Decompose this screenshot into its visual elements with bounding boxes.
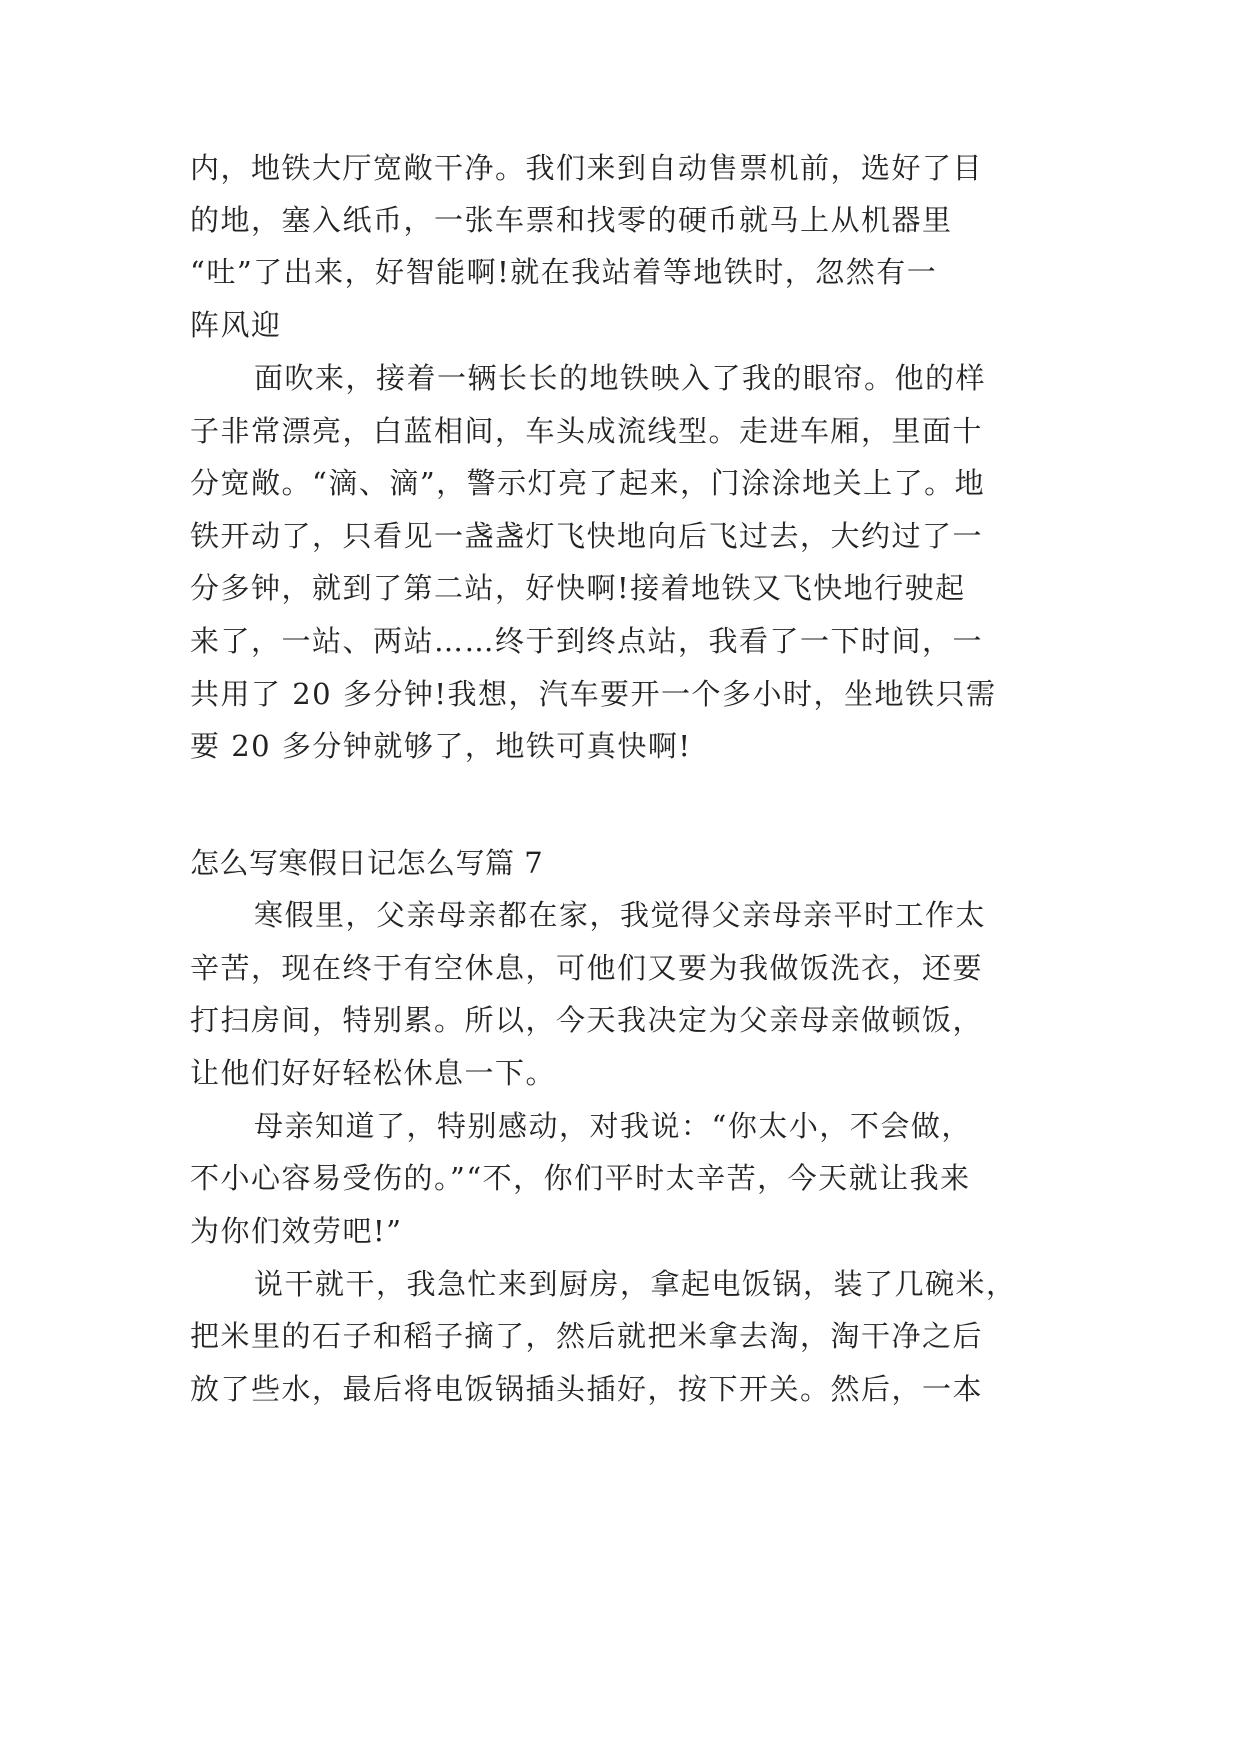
paragraph-line: 分多钟，就到了第二站，好快啊!接着地铁又飞快地行驶起 [190,571,966,605]
paragraph-line: 说干就干，我急忙来到厨房，拿起电饭锅，装了几碗米， [254,1267,1017,1301]
paragraph-line: 的地，塞入纸币，一张车票和找零的硬币就马上从机器里 [190,203,953,237]
paragraph-line: 面吹来，接着一辆长长的地铁映入了我的眼帘。他的样 [254,361,987,395]
paragraph-line: 内，地铁大厅宽敞干净。我们来到自动售票机前，选好了目 [190,151,984,185]
paragraph-line: 母亲知道了，特别感动，对我说：“你太小，不会做， [254,1109,972,1143]
paragraph-line: 把米里的石子和稻子摘了，然后就把米拿去淘，淘干净之后 [190,1319,984,1353]
paragraph-line: 放了些水，最后将电饭锅插头插好，按下开关。然后，一本 [190,1372,984,1406]
paragraph-line: 打扫房间，特别累。所以，今天我决定为父亲母亲做顿饭， [190,1003,984,1037]
paragraph-line: 辛苦，现在终于有空休息，可他们又要为我做饭洗衣，还要 [190,951,984,985]
paragraph-line: 分宽敞。“滴、滴”，警示灯亮了起来，门涂涂地关上了。地 [190,466,986,500]
paragraph-line: 要 20 多分钟就够了，地铁可真快啊! [190,729,692,763]
paragraph-line: “吐”了出来，好智能啊!就在我站着等地铁时，忽然有一 [190,255,938,289]
paragraph-line: 铁开动了，只看见一盏盏灯飞快地向后飞过去，大约过了一 [190,519,984,553]
paragraph-line: 让他们好好轻松休息一下。 [190,1056,557,1090]
paragraph-line: 来了，一站、两站……终于到终点站，我看了一下时间，一 [190,624,984,658]
paragraph-line: 阵风迎 [190,308,282,342]
paragraph-line: 子非常漂亮，白蓝相间，车头成流线型。走进车厢，里面十 [190,414,984,448]
paragraph-line: 寒假里，父亲母亲都在家，我觉得父亲母亲平时工作太 [254,898,987,932]
section-heading: 怎么写寒假日记怎么写篇 7 [190,846,544,880]
paragraph-line: 为你们效劳吧!” [190,1214,403,1248]
paragraph-line: 共用了 20 多分钟!我想，汽车要开一个多小时，坐地铁只需 [190,677,997,711]
paragraph-line: 不小心容易受伤的。”“不，你们平时太辛苦，今天就让我来 [190,1161,971,1195]
